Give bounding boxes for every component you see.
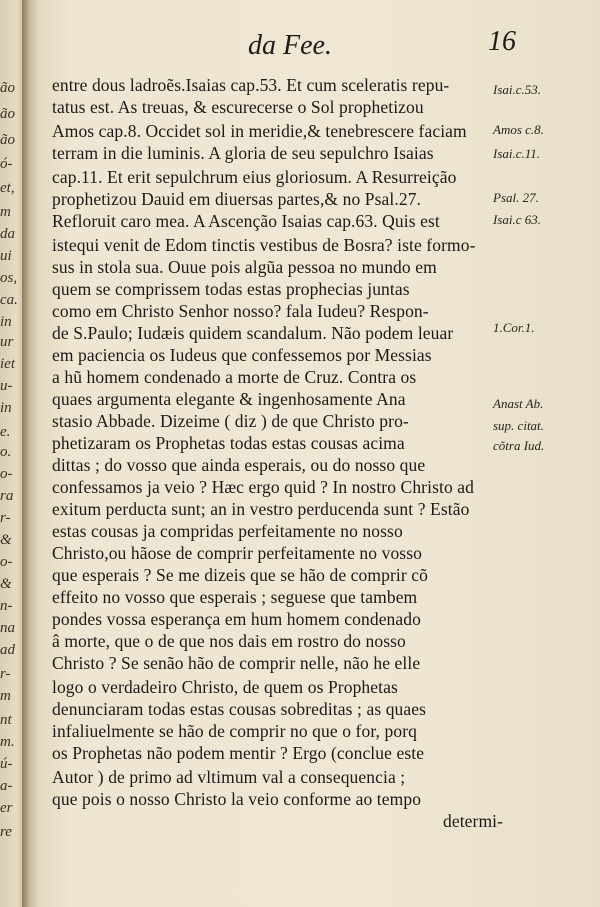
left-fragment: ad [0,642,15,658]
catchword: determi- [443,811,504,831]
margin-note: Isai.c.53. [493,82,542,97]
left-fragment: na [0,620,15,636]
left-fragment: nt [0,712,12,728]
body-line: estas cousas ja compridas perfeitamente no nosso [52,521,403,541]
left-fragment: ui [0,248,12,264]
body-line: quem se comprissem todas estas prophecias juntas [52,279,410,299]
left-fragment: os, [0,270,18,286]
body-line: phetizaram os Prophetas todas estas cousas acima [52,433,405,453]
margin-note: sup. citat. [493,418,544,433]
left-page-edge [0,0,24,907]
page-number: 16 [488,26,516,57]
left-fragment: in [0,314,12,330]
left-fragment: n- [0,598,13,614]
left-fragment: ur [0,334,14,350]
left-fragment: e. [0,424,11,440]
left-fragment: & [0,576,12,592]
body-line: â morte, que o de que nos dais em rostro do nosso [52,631,406,651]
margin-note: Psal. 27. [493,190,539,205]
left-fragment: et, [0,180,15,196]
body-line: effeito no vosso que esperais ; seguese que tambem [52,587,418,607]
right-page [38,0,600,907]
left-fragment: o. [0,444,12,460]
left-fragment: er [0,800,13,816]
body-line: Autor ) de primo ad vltimum val a consequencia ; [52,767,406,787]
margin-note: Isai.c 63. [493,212,542,227]
left-fragment: o- [0,466,13,482]
left-fragment: & [0,532,12,548]
body-line: dittas ; do vosso que ainda esperais, ou do nosso que [52,455,426,475]
body-line: terram in die luminis. A gloria de seu sepulchro Isaias [52,143,434,163]
body-line: que pois o nosso Christo la veio conforme ao tempo [52,789,422,809]
body-line: stasio Abbade. Dizeime ( diz ) de que Christo pro- [52,411,409,431]
body-line: Christo ? Se senão hão de comprir nelle, não he elle [52,653,421,673]
left-fragment: iet [0,356,15,372]
body-line: quaes argumenta elegante & ingenhosamente Ana [52,389,406,409]
left-fragment: ó- [0,156,13,172]
left-fragment: da [0,226,15,242]
body-line: a hũ homem condenado a morte de Cruz. Contra os [52,367,417,387]
body-line: Christo,ou hãose de comprir perfeitamente no vosso [52,543,422,563]
left-fragment: re [0,824,12,840]
body-line: exitum perducta sunt; an in vestro perducenda sunt ? Estão [52,499,470,519]
left-fragment: a- [0,778,13,794]
body-line: denunciaram todas estas cousas sobreditas ; as quaes [52,699,427,719]
left-fragment: m [0,688,11,704]
left-fragment: ão [0,106,15,122]
left-fragment: m [0,204,11,220]
body-line: infaliuelmente se hão de comprir no que o for, porq [52,721,417,741]
body-line: pondes vossa esperança em hum homem condenado [52,609,421,629]
body-line: sus in stola sua. Ouue pois algũa pessoa no mundo em [52,257,437,277]
body-line: os Prophetas não podem mentir ? Ergo (conclue este [52,743,425,763]
margin-note: Anast Ab. [493,396,544,411]
body-line: entre dous ladroẽs.Isaias cap.53. Et cum sceleratis repu- [52,75,450,95]
body-line: logo o verdadeiro Christo, de quem os Prophetas [52,677,398,697]
body-line: de S.Paulo; Iudæis quidem scandalum. Não podem leuar [52,323,454,343]
margin-note: Amos c.8. [493,122,544,137]
body-line: cap.11. Et erit sepulchrum eius gloriosum. A Resurreição [52,167,457,187]
body-line: Amos cap.8. Occidet sol in meridie,& tenebrescere faciam [52,121,467,141]
left-fragment: m. [0,734,15,750]
running-title: da Fee. [248,30,332,61]
left-fragment: ão [0,80,15,96]
margin-note: cõtra Iud. [493,438,545,453]
body-line: istequi venit de Edom tinctis vestibus de Bosra? iste formo- [52,235,476,255]
left-fragment: ra [0,488,14,504]
body-line: em paciencia os Iudeus que confessemos por Messias [52,345,432,365]
left-fragment: r- [0,510,11,526]
body-line: que esperais ? Se me dizeis que se hão de comprir cõ [52,565,428,585]
margin-note: Isai.c.11. [493,146,541,161]
left-fragment: in [0,400,12,416]
left-fragment: ão [0,132,15,148]
left-fragment: ca. [0,292,18,308]
left-fragment: ú- [0,756,13,772]
body-line: Refloruit caro mea. A Ascenção Isaias cap.63. Quis est [52,211,440,231]
left-fragment: u- [0,378,13,394]
margin-note: 1.Cor.1. [493,320,535,335]
body-line: como em Christo Senhor nosso? fala Iudeu? Respon- [52,301,429,321]
left-fragment: r- [0,666,11,682]
left-fragment: o- [0,554,13,570]
body-line: prophetizou Dauid em diuersas partes,& no Psal.27. [52,189,422,209]
body-line: tatus est. As treuas, & escurecerse o Sol prophetizou [52,97,424,117]
body-line: confessamos ja veio ? Hæc ergo quid ? In nostro Christo ad [52,477,474,497]
